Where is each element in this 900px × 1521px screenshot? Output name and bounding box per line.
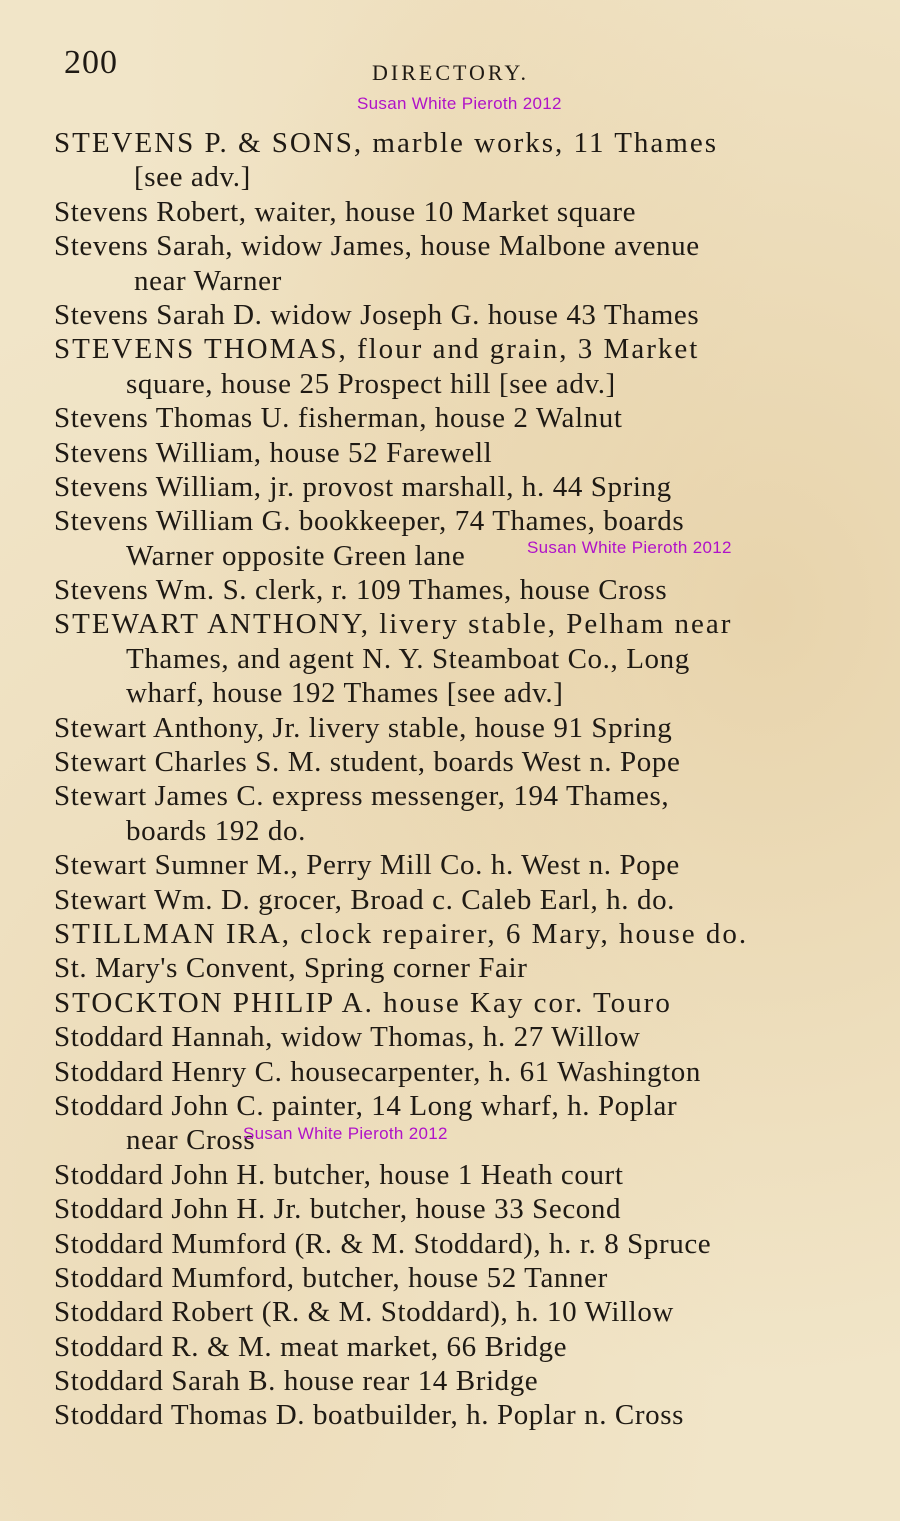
entry-continuation: wharf, house 192 Thames [see adv.] bbox=[126, 677, 564, 710]
entry-continuation: Warner opposite Green lane bbox=[126, 539, 466, 572]
watermark: Susan White Pieroth 2012 bbox=[243, 1124, 448, 1143]
running-title: DIRECTORY. bbox=[372, 60, 529, 85]
entry-line: STEWART ANTHONY, livery stable, Pelham near bbox=[54, 608, 733, 641]
page-number: 200 bbox=[64, 44, 118, 81]
entry-line: Stevens William, jr. provost marshall, h. 44 Spring bbox=[54, 470, 672, 503]
entry-continuation: [see adv.] bbox=[134, 161, 251, 194]
entry-line: Stevens Robert, waiter, house 10 Market square bbox=[54, 195, 637, 228]
entry-line: Stoddard Sarah B. house rear 14 Bridge bbox=[54, 1365, 539, 1398]
watermark: Susan White Pieroth 2012 bbox=[357, 94, 562, 113]
entry-line: Stoddard R. & M. meat market, 66 Bridge bbox=[54, 1330, 568, 1363]
entry-continuation: near Cross bbox=[126, 1124, 256, 1157]
entry-line: Stoddard John H. butcher, house 1 Heath court bbox=[54, 1158, 624, 1191]
entry-line: Stevens Thomas U. fisherman, house 2 Walnut bbox=[54, 402, 623, 435]
entry-line: Stewart Wm. D. grocer, Broad c. Caleb Earl, h. do. bbox=[54, 883, 676, 916]
entry-line: Stewart Anthony, Jr. livery stable, house 91 Spring bbox=[54, 711, 673, 744]
entry-line: STOCKTON PHILIP A. house Kay cor. Touro bbox=[54, 986, 672, 1019]
entry-line: Stoddard Mumford, butcher, house 52 Tanner bbox=[54, 1261, 608, 1294]
entry-line: Stoddard John C. painter, 14 Long wharf, h. Poplar bbox=[54, 1089, 678, 1122]
entry-continuation: boards 192 do. bbox=[126, 814, 306, 847]
entry-line: St. Mary's Convent, Spring corner Fair bbox=[54, 952, 528, 985]
entry-line: Stevens Sarah, widow James, house Malbone avenue bbox=[54, 230, 700, 263]
entry-line: Stevens William G. bookkeeper, 74 Thames, boards bbox=[54, 505, 685, 538]
entry-line: Stewart Sumner M., Perry Mill Co. h. West n. Pope bbox=[54, 849, 680, 882]
entry-line: Stoddard Thomas D. boatbuilder, h. Poplar n. Cross bbox=[54, 1399, 685, 1432]
entry-line: Stoddard Mumford (R. & M. Stoddard), h. r. 8 Spruce bbox=[54, 1227, 712, 1260]
directory-entries bbox=[54, 126, 854, 1433]
entry-continuation: Thames, and agent N. Y. Steamboat Co., Long bbox=[126, 642, 690, 675]
entry-line: Stoddard John H. Jr. butcher, house 33 Second bbox=[54, 1193, 622, 1226]
entry-line: STILLMAN IRA, clock repairer, 6 Mary, house do. bbox=[54, 917, 749, 950]
entry-line: Stewart James C. express messenger, 194 Thames, bbox=[54, 780, 670, 813]
entry-line: Stevens William, house 52 Farewell bbox=[54, 436, 493, 469]
entry-line: STEVENS P. & SONS, marble works, 11 Thames bbox=[54, 127, 718, 159]
entry-line: Stevens Wm. S. clerk, r. 109 Thames, house Cross bbox=[54, 574, 668, 607]
entry-line: Stoddard Henry C. housecarpenter, h. 61 Washington bbox=[54, 1055, 701, 1088]
entry-line: Stevens Sarah D. widow Joseph G. house 43 Thames bbox=[54, 298, 700, 331]
watermark: Susan White Pieroth 2012 bbox=[527, 538, 732, 557]
entry-line: STEVENS THOMAS, flour and grain, 3 Market bbox=[54, 333, 700, 366]
entry-line: Stoddard Robert (R. & M. Stoddard), h. 10 Willow bbox=[54, 1296, 674, 1329]
entry-continuation: square, house 25 Prospect hill [see adv.] bbox=[126, 367, 616, 400]
entry-line: Stoddard Hannah, widow Thomas, h. 27 Willow bbox=[54, 1021, 641, 1054]
entry-line: Stewart Charles S. M. student, boards West n. Pope bbox=[54, 746, 681, 779]
entry-continuation: near Warner bbox=[134, 264, 282, 297]
